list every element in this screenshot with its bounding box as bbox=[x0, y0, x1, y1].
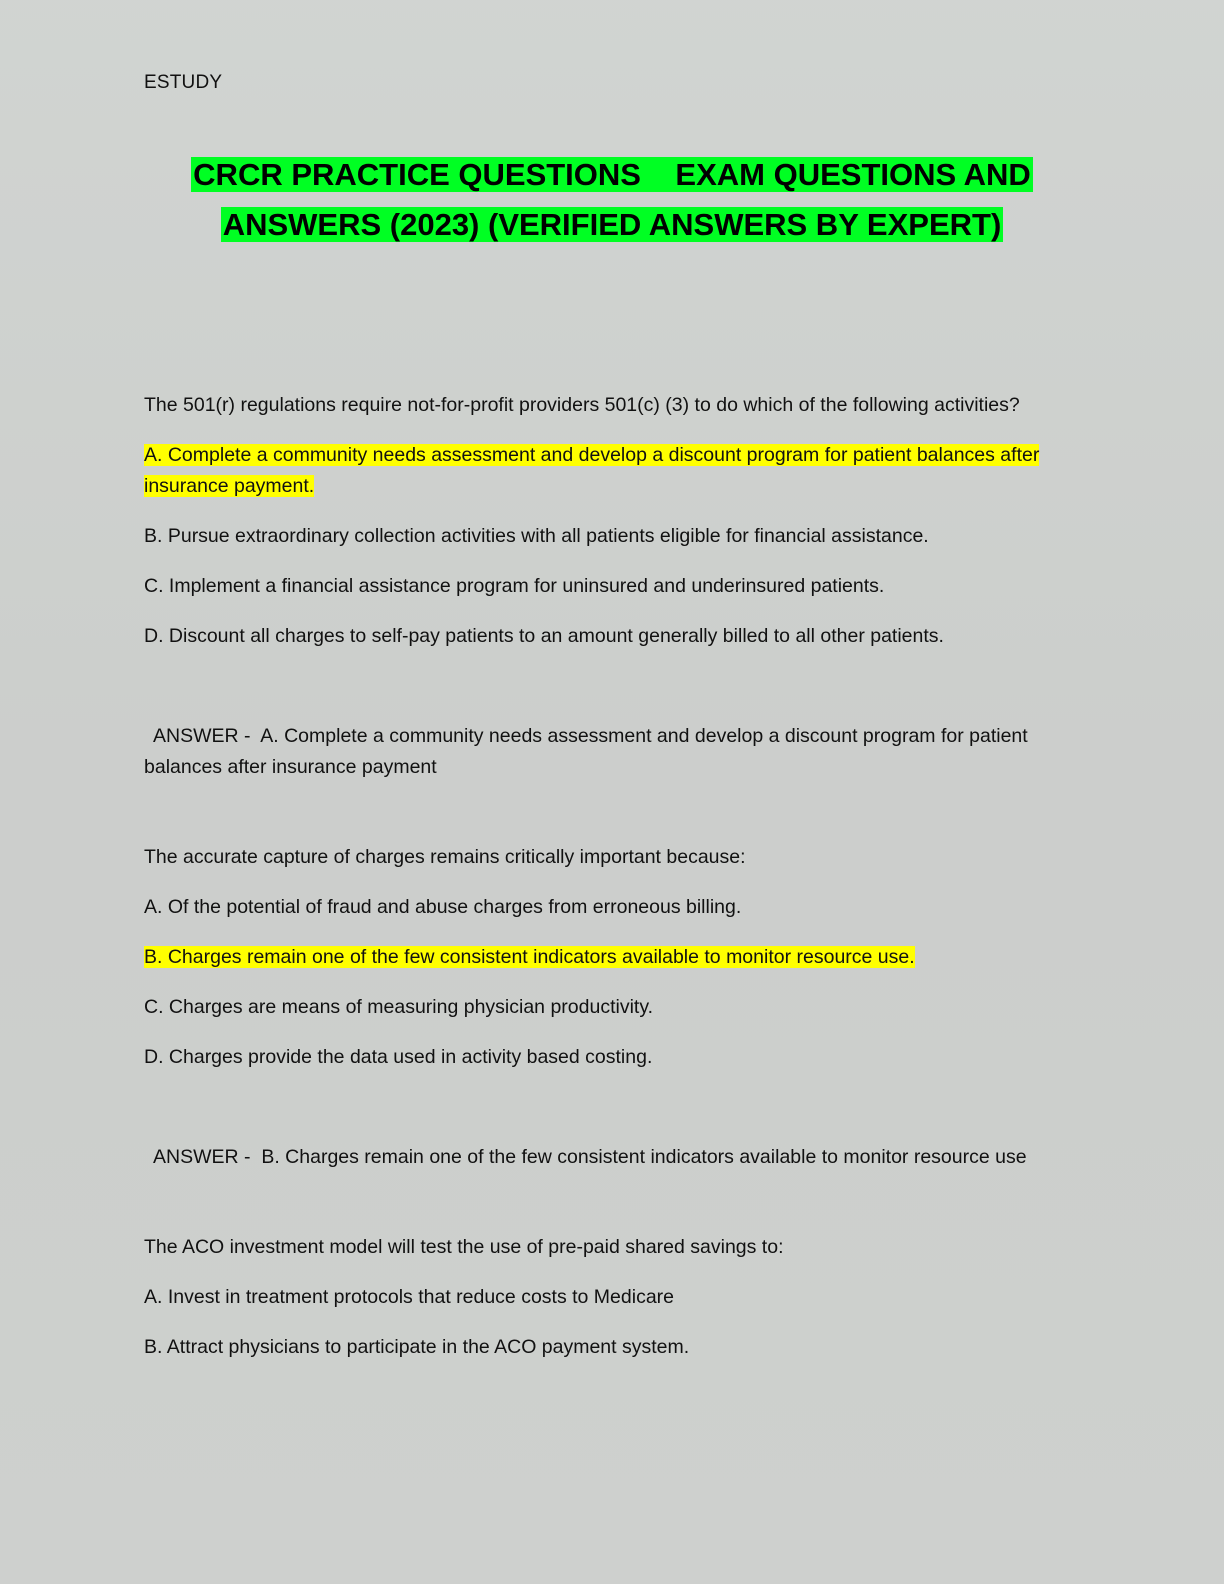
question-prompt: The accurate capture of charges remains critically important because: bbox=[144, 846, 746, 868]
header-brand: ESTUDY bbox=[144, 72, 223, 93]
title-line-2: ANSWERS (2023) (VERIFIED ANSWERS BY EXPERT) bbox=[222, 207, 1002, 242]
option-d: D. Charges provide the data used in activity based costing. bbox=[144, 1046, 653, 1068]
title-line-1: CRCR PRACTICE QUESTIONS EXAM QUESTIONS AND bbox=[193, 157, 1031, 192]
highlighted-option: B. Charges remain one of the few consistent indicators available to monitor resource use. bbox=[144, 946, 915, 968]
option-d: D. Discount all charges to self-pay patients to an amount generally billed to all other patients. bbox=[144, 625, 944, 647]
highlighted-option: A. Complete a community needs assessment and develop a discount program for patient balances after insurance payment. bbox=[144, 444, 1040, 497]
answer-1: ANSWER - A. Complete a community needs assessment and develop a discount program for patient balances after insurance payment bbox=[144, 725, 1034, 778]
question-2 bbox=[144, 842, 1084, 1073]
document-title bbox=[140, 150, 1084, 250]
questions-content bbox=[144, 390, 1084, 1382]
answer-2: ANSWER - B. Charges remain one of the few consistent indicators available to monitor resource use bbox=[153, 1146, 1027, 1168]
option-c: C. Charges are means of measuring physician productivity. bbox=[144, 996, 654, 1018]
option-b: B. Pursue extraordinary collection activities with all patients eligible for financial assistance. bbox=[144, 525, 929, 547]
option-a: A. Invest in treatment protocols that reduce costs to Medicare bbox=[144, 1286, 675, 1308]
question-prompt: The 501(r) regulations require not-for-profit providers 501(c) (3) to do which of the following activities? bbox=[144, 394, 1020, 416]
question-3 bbox=[144, 1232, 1084, 1363]
option-c: C. Implement a financial assistance program for uninsured and underinsured patients. bbox=[144, 575, 885, 597]
question-prompt: The ACO investment model will test the use of pre-paid shared savings to: bbox=[144, 1236, 784, 1258]
question-1 bbox=[144, 390, 1084, 652]
option-a: A. Of the potential of fraud and abuse charges from erroneous billing. bbox=[144, 896, 742, 918]
option-b: B. Attract physicians to participate in the ACO payment system. bbox=[144, 1336, 690, 1358]
option-a bbox=[144, 440, 1084, 502]
option-b bbox=[144, 942, 1084, 973]
